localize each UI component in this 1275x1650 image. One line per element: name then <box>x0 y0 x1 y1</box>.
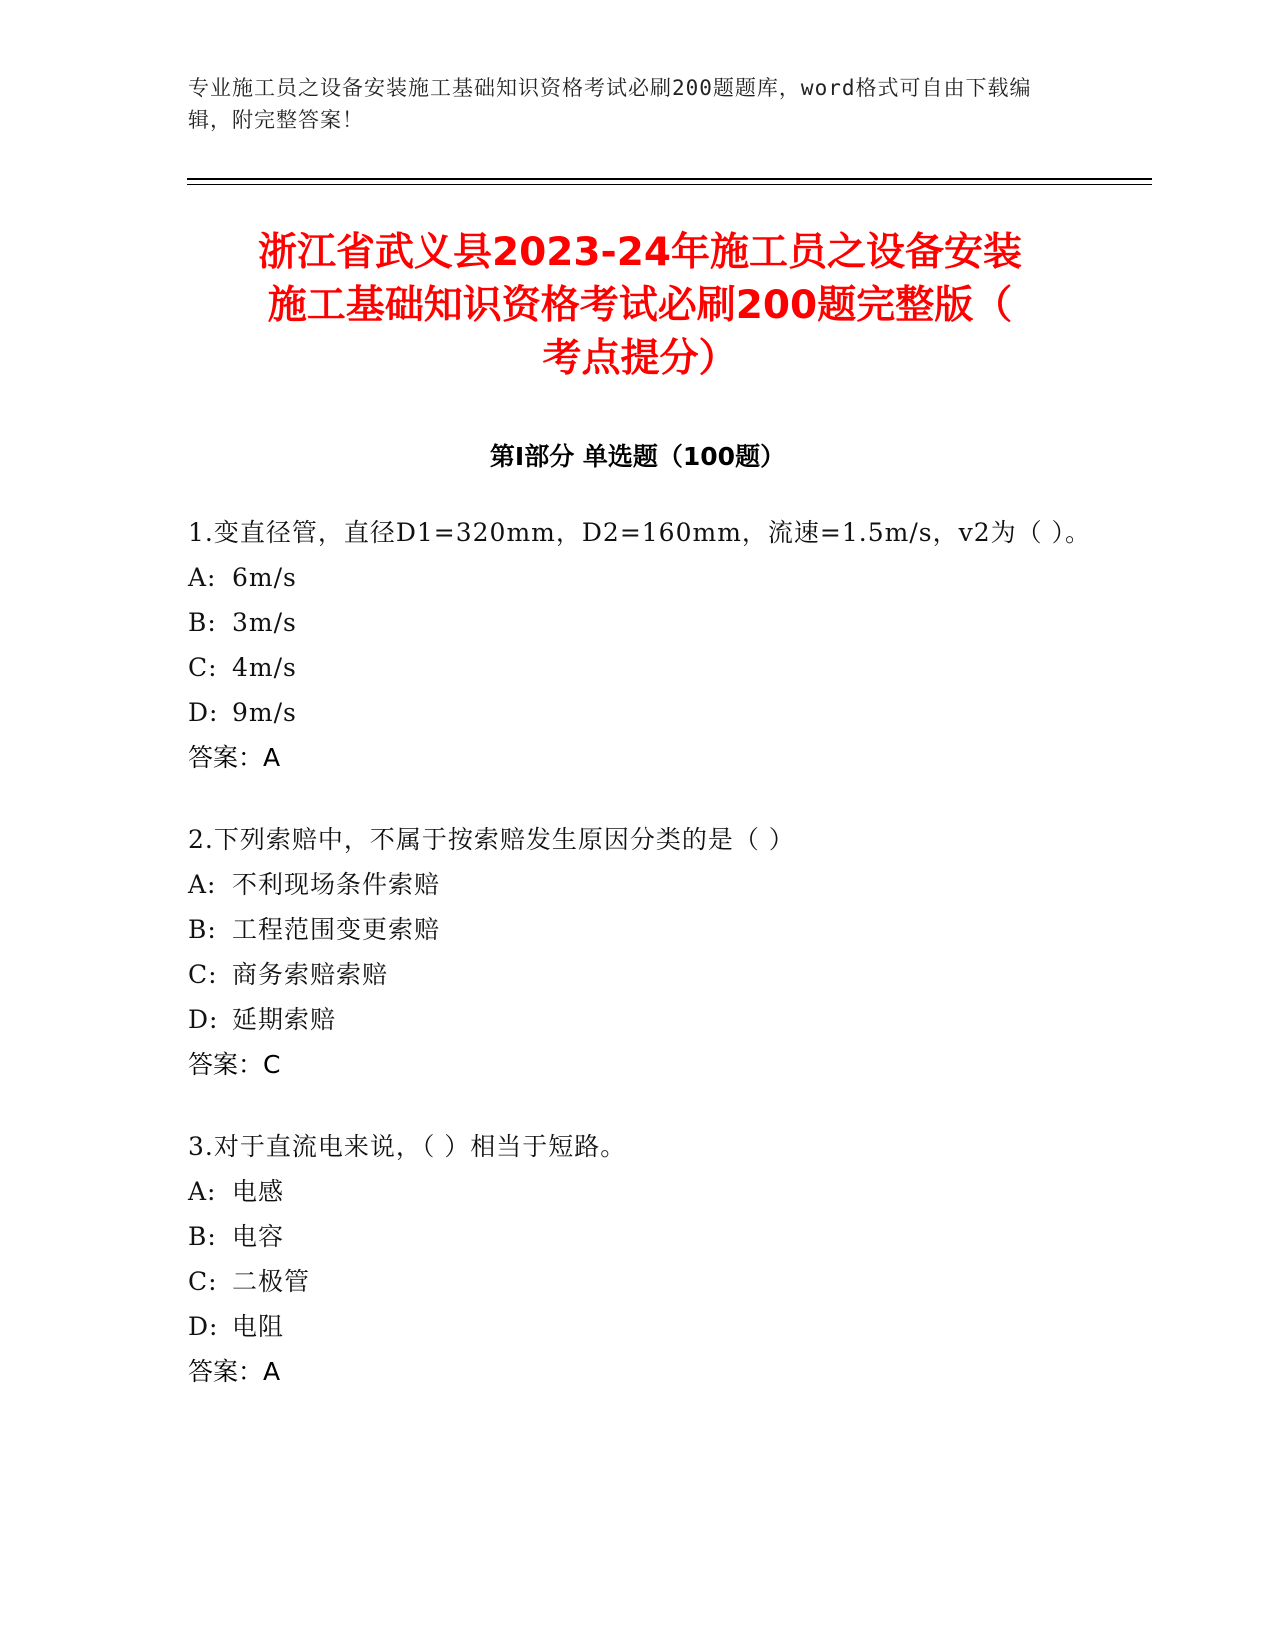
option-text: 工程范围变更索赔 <box>232 915 441 944</box>
option-c <box>188 1259 1148 1304</box>
question-stem: 2.下列索赔中，不属于按索赔发生原因分类的是（ ） <box>188 825 795 854</box>
question-3 <box>188 1124 1148 1394</box>
option-letter: A: <box>188 1177 217 1206</box>
option-text: 4m/s <box>232 653 297 682</box>
option-d <box>188 690 1148 735</box>
option-letter: D: <box>188 1312 219 1341</box>
option-letter: B: <box>188 608 217 637</box>
answer-value: C <box>263 1050 281 1079</box>
option-letter: C: <box>188 1267 218 1296</box>
option-d <box>188 997 1148 1042</box>
question-1 <box>188 510 1148 780</box>
option-b <box>188 907 1148 952</box>
section-heading: 第I部分 单选题（100题） <box>489 442 786 471</box>
title-line: 考点提分） <box>542 336 738 381</box>
option-letter: C: <box>188 960 218 989</box>
question-stem: 1.变直径管，直径D1=320mm，D2=160mm，流速=1.5m/s，v2为（ ）。 <box>188 518 1092 547</box>
option-text: 6m/s <box>232 563 297 592</box>
answer-prefix: 答案： <box>188 1357 264 1386</box>
answer-value: A <box>263 1357 281 1386</box>
option-a <box>188 555 1148 600</box>
option-text: 电感 <box>232 1177 285 1206</box>
option-text: 9m/s <box>232 698 297 727</box>
header-note: 专业施工员之设备安装施工基础知识资格考试必刷200题题库，word格式可自由下载编辑，附完整答案！ <box>188 76 1032 132</box>
option-c <box>188 952 1148 997</box>
option-text: 电阻 <box>232 1312 285 1341</box>
option-b <box>188 600 1148 645</box>
option-text: 3m/s <box>232 608 297 637</box>
answer-line <box>188 735 1148 780</box>
option-d <box>188 1304 1148 1349</box>
answer-line <box>188 1349 1148 1394</box>
answer-line <box>188 1042 1148 1087</box>
option-a <box>188 862 1148 907</box>
answer-prefix: 答案： <box>188 743 264 772</box>
option-c <box>188 645 1148 690</box>
option-text: 电容 <box>232 1222 285 1251</box>
option-text: 不利现场条件索赔 <box>232 870 441 899</box>
document-title <box>195 226 1085 385</box>
header-divider-thin <box>187 184 1152 185</box>
option-a <box>188 1169 1148 1214</box>
option-letter: B: <box>188 1222 217 1251</box>
answer-value: A <box>263 743 281 772</box>
option-letter: B: <box>188 915 217 944</box>
option-text: 延期索赔 <box>232 1005 337 1034</box>
option-letter: D: <box>188 698 219 727</box>
option-text: 二极管 <box>232 1267 311 1296</box>
option-letter: A: <box>188 563 217 592</box>
option-letter: A: <box>188 870 217 899</box>
question-stem: 3.对于直流电来说，（ ）相当于短路。 <box>188 1132 627 1161</box>
option-text: 商务索赔索赔 <box>232 960 389 989</box>
question-2 <box>188 817 1148 1087</box>
title-line: 浙江省武义县2023-24年施工员之设备安装 <box>257 230 1022 275</box>
option-letter: C: <box>188 653 218 682</box>
option-b <box>188 1214 1148 1259</box>
title-line: 施工基础知识资格考试必刷200题完整版（ <box>267 283 1013 328</box>
header-divider-thick <box>187 178 1152 180</box>
answer-prefix: 答案： <box>188 1050 264 1079</box>
option-letter: D: <box>188 1005 219 1034</box>
